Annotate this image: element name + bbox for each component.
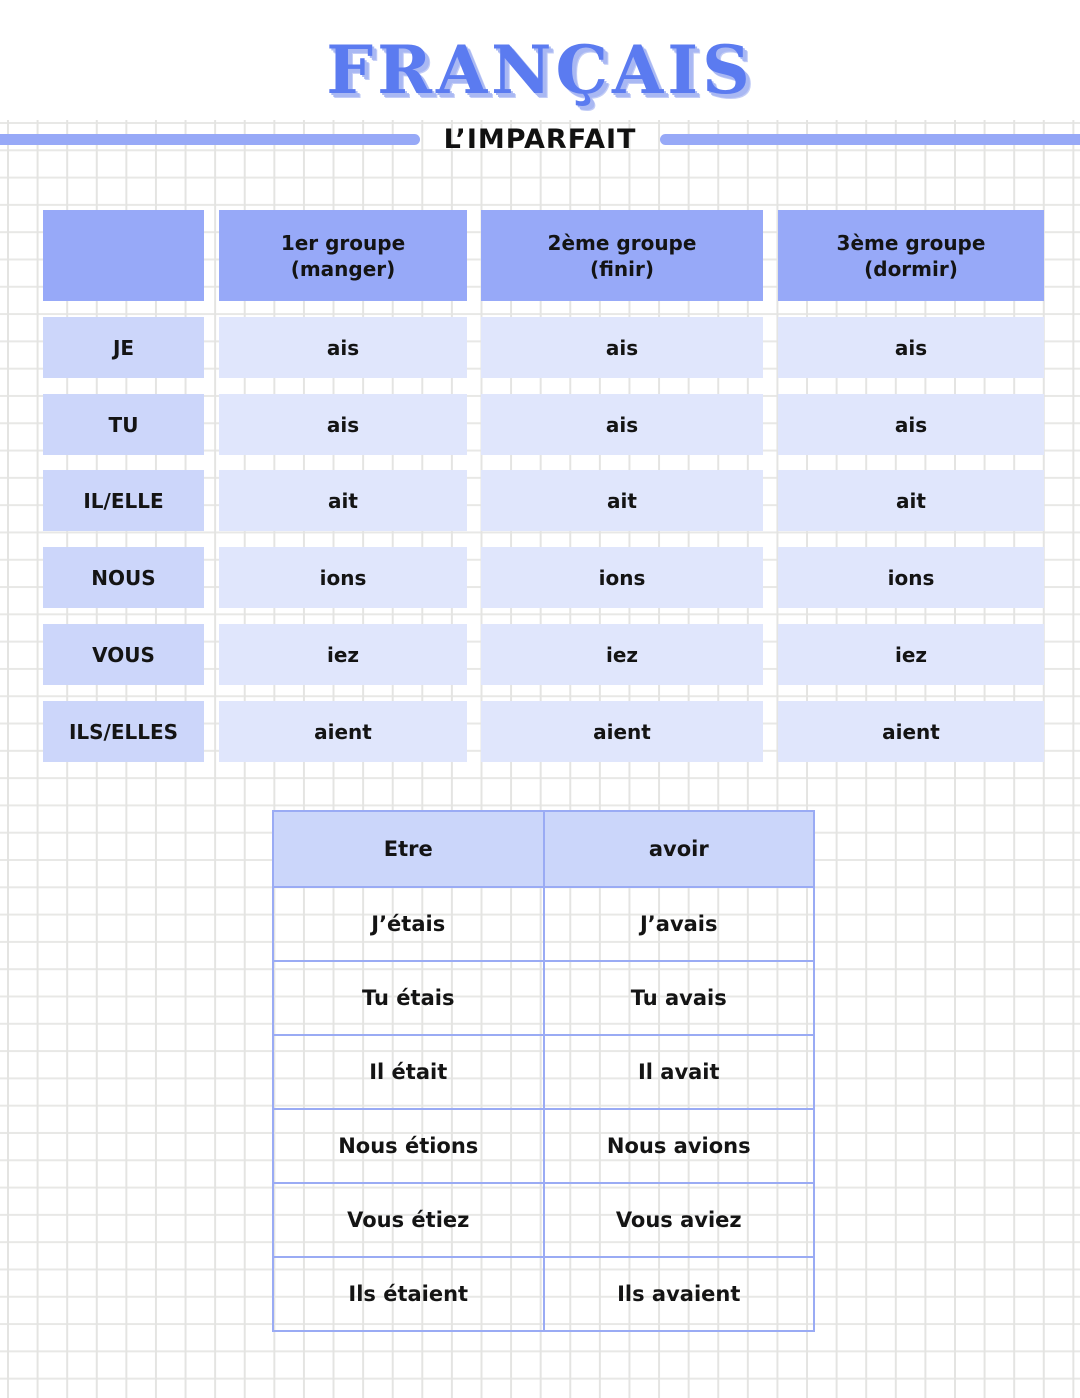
column-header-3eme-groupe: [778, 210, 1044, 301]
ending-cell: ais: [778, 317, 1044, 378]
etre-cell: Ils étaient: [348, 1282, 469, 1306]
ending-cell: ions: [219, 547, 467, 608]
etre-cell: J’étais: [371, 912, 446, 936]
avoir-cell: Nous avions: [543, 1110, 814, 1182]
table-row: [274, 1182, 813, 1256]
table-row: [274, 1034, 813, 1108]
ending-cell: ais: [778, 394, 1044, 455]
avoir-cell: J’avais: [543, 888, 814, 960]
ending-cell: iez: [219, 624, 467, 685]
column-header-line1: 3ème groupe: [836, 230, 986, 255]
ending-cell: aient: [219, 701, 467, 762]
subtitle-divider-left: [0, 134, 420, 145]
etre-cell: Vous étiez: [347, 1208, 470, 1232]
pronoun-cell-nous: NOUS: [43, 547, 204, 608]
ending-cell: ais: [481, 394, 763, 455]
subtitle-divider-right: [660, 134, 1080, 145]
page-title: FRANÇAIS: [326, 31, 754, 109]
ending-cell: aient: [778, 701, 1044, 762]
table-header-row: [274, 812, 813, 886]
pronoun-cell-ils-elles: ILS/ELLES: [43, 701, 204, 762]
ending-cell: ait: [481, 470, 763, 531]
column-header-etre: Etre: [383, 837, 433, 861]
irregular-verbs-table: [272, 810, 815, 1332]
ending-cell: ions: [778, 547, 1044, 608]
ending-cell: ais: [219, 317, 467, 378]
ending-cell: iez: [778, 624, 1044, 685]
avoir-cell: Il avait: [543, 1036, 814, 1108]
avoir-cell: Ils avaient: [543, 1258, 814, 1330]
ending-cell: aient: [481, 701, 763, 762]
pronoun-cell-vous: VOUS: [43, 624, 204, 685]
avoir-cell: Tu avais: [543, 962, 814, 1034]
table-row: [274, 1108, 813, 1182]
ending-cell: iez: [481, 624, 763, 685]
page-subtitle: L’IMPARFAIT: [443, 124, 637, 155]
column-header-line1: 2ème groupe: [547, 230, 697, 255]
column-header-line2: (dormir): [864, 256, 958, 281]
column-header-line2: (finir): [589, 256, 655, 281]
column-header-line2: (manger): [290, 256, 396, 281]
table-row: [274, 960, 813, 1034]
pronoun-cell-je: JE: [43, 317, 204, 378]
column-header-line1: 1er groupe: [280, 230, 406, 255]
column-header-avoir: avoir: [543, 812, 814, 886]
ending-cell: ait: [219, 470, 467, 531]
ending-cell: ions: [481, 547, 763, 608]
etre-cell: Nous étions: [338, 1134, 479, 1158]
column-header-2eme-groupe: [481, 210, 763, 301]
avoir-cell: Vous aviez: [543, 1184, 814, 1256]
ending-cell: ais: [481, 317, 763, 378]
pronoun-cell-il-elle: IL/ELLE: [43, 470, 204, 531]
ending-cell: ais: [219, 394, 467, 455]
column-header-1er-groupe: [219, 210, 467, 301]
etre-cell: Tu étais: [362, 986, 455, 1010]
corner-cell: [43, 210, 204, 301]
table-row: [274, 1256, 813, 1330]
pronoun-cell-tu: TU: [43, 394, 204, 455]
ending-cell: ait: [778, 470, 1044, 531]
table-row: [274, 886, 813, 960]
etre-cell: Il était: [369, 1060, 448, 1084]
